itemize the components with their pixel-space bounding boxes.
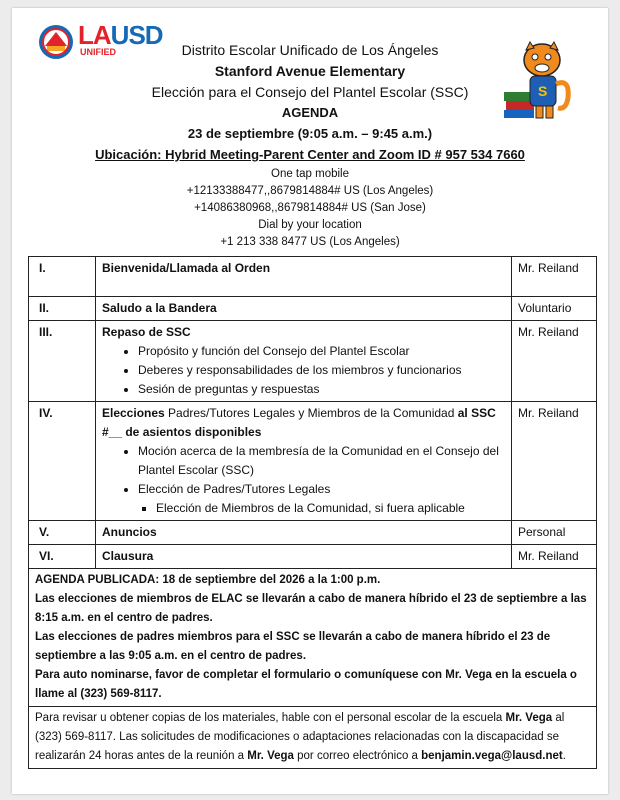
item-title: Saludo a la Bandera xyxy=(96,297,512,321)
table-row xyxy=(29,321,597,402)
item-number: IV. xyxy=(29,402,96,521)
district-name: Distrito Escolar Unificado de Los Ángeles xyxy=(181,42,439,58)
phone-line: +14086380968,,8679814884# US (San Jose) xyxy=(194,202,426,214)
item-number: VI. xyxy=(29,545,96,569)
list-item: ▪ Elección de Miembros de la Comunidad, si fuera aplicable xyxy=(156,499,505,518)
item-presenter: Mr. Reiland xyxy=(512,257,597,297)
item-title: Repaso de SSC xyxy=(102,325,191,339)
list-item: • Propósito y función del Consejo del Plantel Escolar xyxy=(138,342,505,361)
item-title: Elecciones Padres/Tutores Legales y Miembros de la Comunidad al SSC xyxy=(102,406,496,420)
phone-line: Dial by your location xyxy=(258,219,362,231)
logo-wordmark: LAUSD xyxy=(78,20,163,50)
item-presenter: Mr. Reiland xyxy=(512,321,597,402)
table-row xyxy=(29,297,597,321)
meeting-location: Ubicación: Hybrid Meeting-Parent Center and Zoom ID # 957 534 7660 xyxy=(95,147,525,162)
item-content xyxy=(96,402,512,521)
item-number: I. xyxy=(29,257,96,297)
item-title-line2: #__ de asientos disponibles xyxy=(102,425,262,439)
item-bullets xyxy=(102,342,505,399)
document-page xyxy=(12,8,608,794)
materials-info: Para revisar u obtener copias de los materiales, hable con el personal escolar de la escuela Mr. Vega al (323) 569-8117. Las solicitudes de modificaciones o adaptaciones relacionadas con la discapacidad se realizarán 24 horas antes de la reunión a Mr. Vega por correo electrónico a benjamin.vega@lausd.net. xyxy=(29,707,597,769)
item-number: V. xyxy=(29,521,96,545)
list-item: • Moción acerca de la membresía de la Comunidad en el Consejo del Plantel Escolar (SSC) xyxy=(138,442,505,480)
list-item: • Elección de Padres/Tutores Legales xyxy=(138,480,505,499)
posted-line: Las elecciones de padres miembros para el SSC se llevarán a cabo de manera híbrido el 23 de septiembre a las 9:05 a.m. en el centro de padres. xyxy=(35,631,551,662)
item-title: Clausura xyxy=(96,545,512,569)
item-title: Bienvenida/Llamada al Orden xyxy=(96,257,512,297)
table-row xyxy=(29,521,597,545)
table-row xyxy=(29,707,597,769)
posted-line: Para auto nominarse, favor de completar el formulario o comuníquese con Mr. Vega en la escuela o llame al (323) 569-8117. xyxy=(35,669,577,700)
svg-text:S: S xyxy=(538,83,548,99)
item-number: II. xyxy=(29,297,96,321)
list-item: • Sesión de preguntas y respuestas xyxy=(138,380,505,399)
phone-line: +12133388477,,8679814884# US (Los Angeles) xyxy=(186,185,434,197)
item-presenter: Mr. Reiland xyxy=(512,545,597,569)
agenda-table xyxy=(28,256,597,769)
item-bullets xyxy=(102,442,505,499)
table-row xyxy=(29,569,597,707)
item-title: Anuncios xyxy=(96,521,512,545)
item-presenter: Voluntario xyxy=(512,297,597,321)
item-content xyxy=(96,321,512,402)
agenda-heading: AGENDA xyxy=(281,105,339,120)
school-name: Stanford Avenue Elementary xyxy=(214,63,406,79)
meeting-date: 23 de septiembre (9:05 a.m. – 9:45 a.m.) xyxy=(187,126,433,141)
item-sub-bullets xyxy=(102,499,505,518)
item-number: III. xyxy=(29,321,96,402)
posted-line: Las elecciones de miembros de ELAC se llevarán a cabo de manera híbrido el 23 de septiembre a las 8:15 a.m. en el centro de padres. xyxy=(35,593,587,624)
logo-subtitle: UNIFIED xyxy=(80,47,116,57)
phone-line: One tap mobile xyxy=(271,168,349,180)
posted-notice xyxy=(29,569,597,707)
list-item: • Deberes y responsabilidades de los miembros y funcionarios xyxy=(138,361,505,380)
item-presenter: Mr. Reiland xyxy=(512,402,597,521)
election-title: Elección para el Consejo del Plantel Escolar (SSC) xyxy=(151,84,469,100)
table-row xyxy=(29,402,597,521)
table-row xyxy=(29,257,597,297)
posted-line: AGENDA PUBLICADA: 18 de septiembre del 2026 a la 1:00 p.m. xyxy=(35,574,381,586)
contact-email[interactable]: benjamin.vega@lausd.net xyxy=(421,750,563,762)
item-presenter: Personal xyxy=(512,521,597,545)
phone-line: +1 213 338 8477 US (Los Angeles) xyxy=(220,236,400,248)
table-row xyxy=(29,545,597,569)
